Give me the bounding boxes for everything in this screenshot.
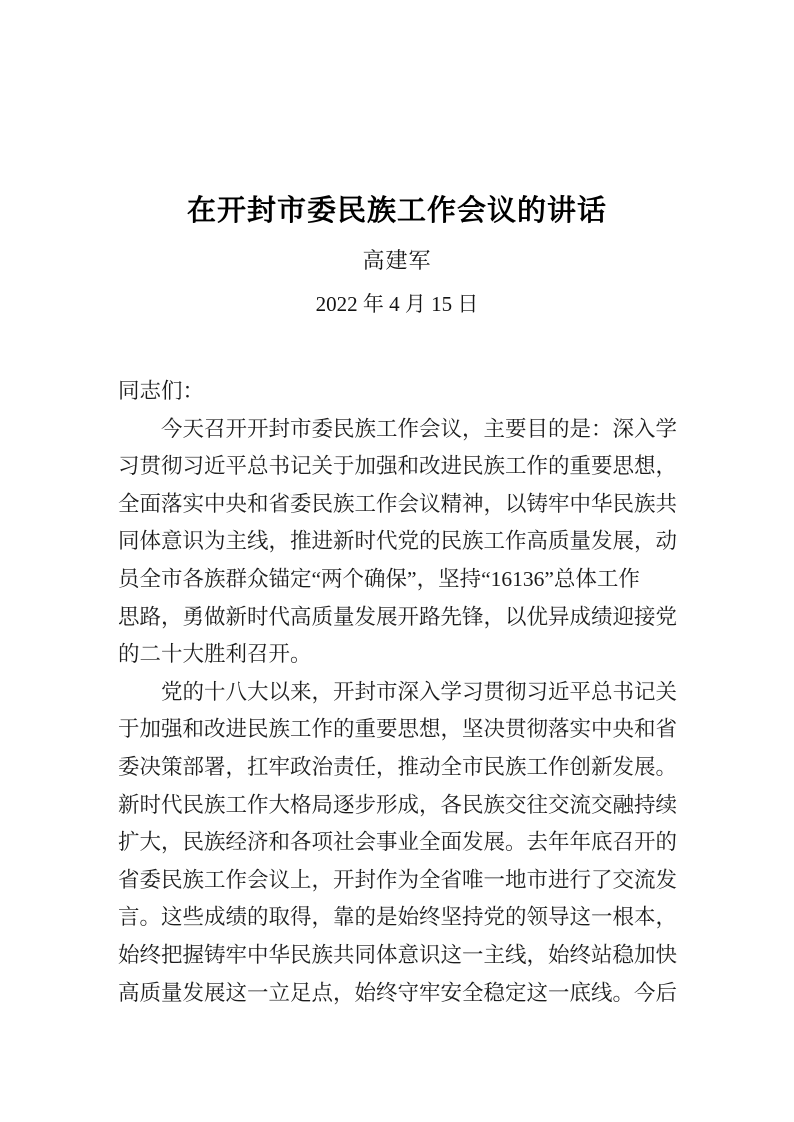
body-text-line: 始终把握铸牢中华民族共同体意识这一主线，始终站稳加快	[118, 942, 678, 967]
body-text-line: 全面落实中央和省委民族工作会议精神，以铸牢中华民族共	[118, 491, 678, 516]
body-text-line: 高质量发展这一立足点，始终守牢安全稳定这一底线。今后	[118, 980, 678, 1005]
body-text-line: 同体意识为主线，推进新时代党的民族工作高质量发展，动	[118, 529, 678, 554]
body-text-line: 的二十大胜利召开。	[118, 642, 312, 667]
body-text-line: 思路，勇做新时代高质量发展开路先锋，以优异成绩迎接党	[118, 604, 678, 629]
body-text-line: 今天召开开封市委民族工作会议，主要目的是：深入学	[161, 416, 678, 441]
body-text-line: 省委民族工作会议上，开封作为全省唯一地市进行了交流发	[118, 867, 678, 892]
body-text-line: 员全市各族群众锚定“两个确保”，坚持“16136”总体工作	[118, 566, 640, 591]
author-name: 高建军	[362, 248, 432, 273]
document-date: 2022 年 4 月 15 日	[315, 292, 479, 316]
body-text-line: 扩大，民族经济和各项社会事业全面发展。去年年底召开的	[118, 830, 678, 855]
body-text-line: 同志们：	[118, 379, 205, 403]
body-text-line: 于加强和改进民族工作的重要思想，坚决贯彻落实中央和省	[118, 717, 678, 742]
body-text-line: 言。这些成绩的取得，靠的是始终坚持党的领导这一根本，	[118, 905, 678, 930]
body-text-line: 新时代民族工作大格局逐步形成，各民族交往交流交融持续	[118, 792, 678, 817]
body-text-line: 党的十八大以来，开封市深入学习贯彻习近平总书记关	[161, 679, 678, 704]
body-text-line: 委决策部署，扛牢政治责任，推动全市民族工作创新发展。	[118, 754, 678, 779]
body-text-line: 习贯彻习近平总书记关于加强和改进民族工作的重要思想，	[118, 454, 678, 479]
document-title: 在开封市委民族工作会议的讲话	[186, 195, 607, 227]
document-body	[118, 373, 678, 1012]
